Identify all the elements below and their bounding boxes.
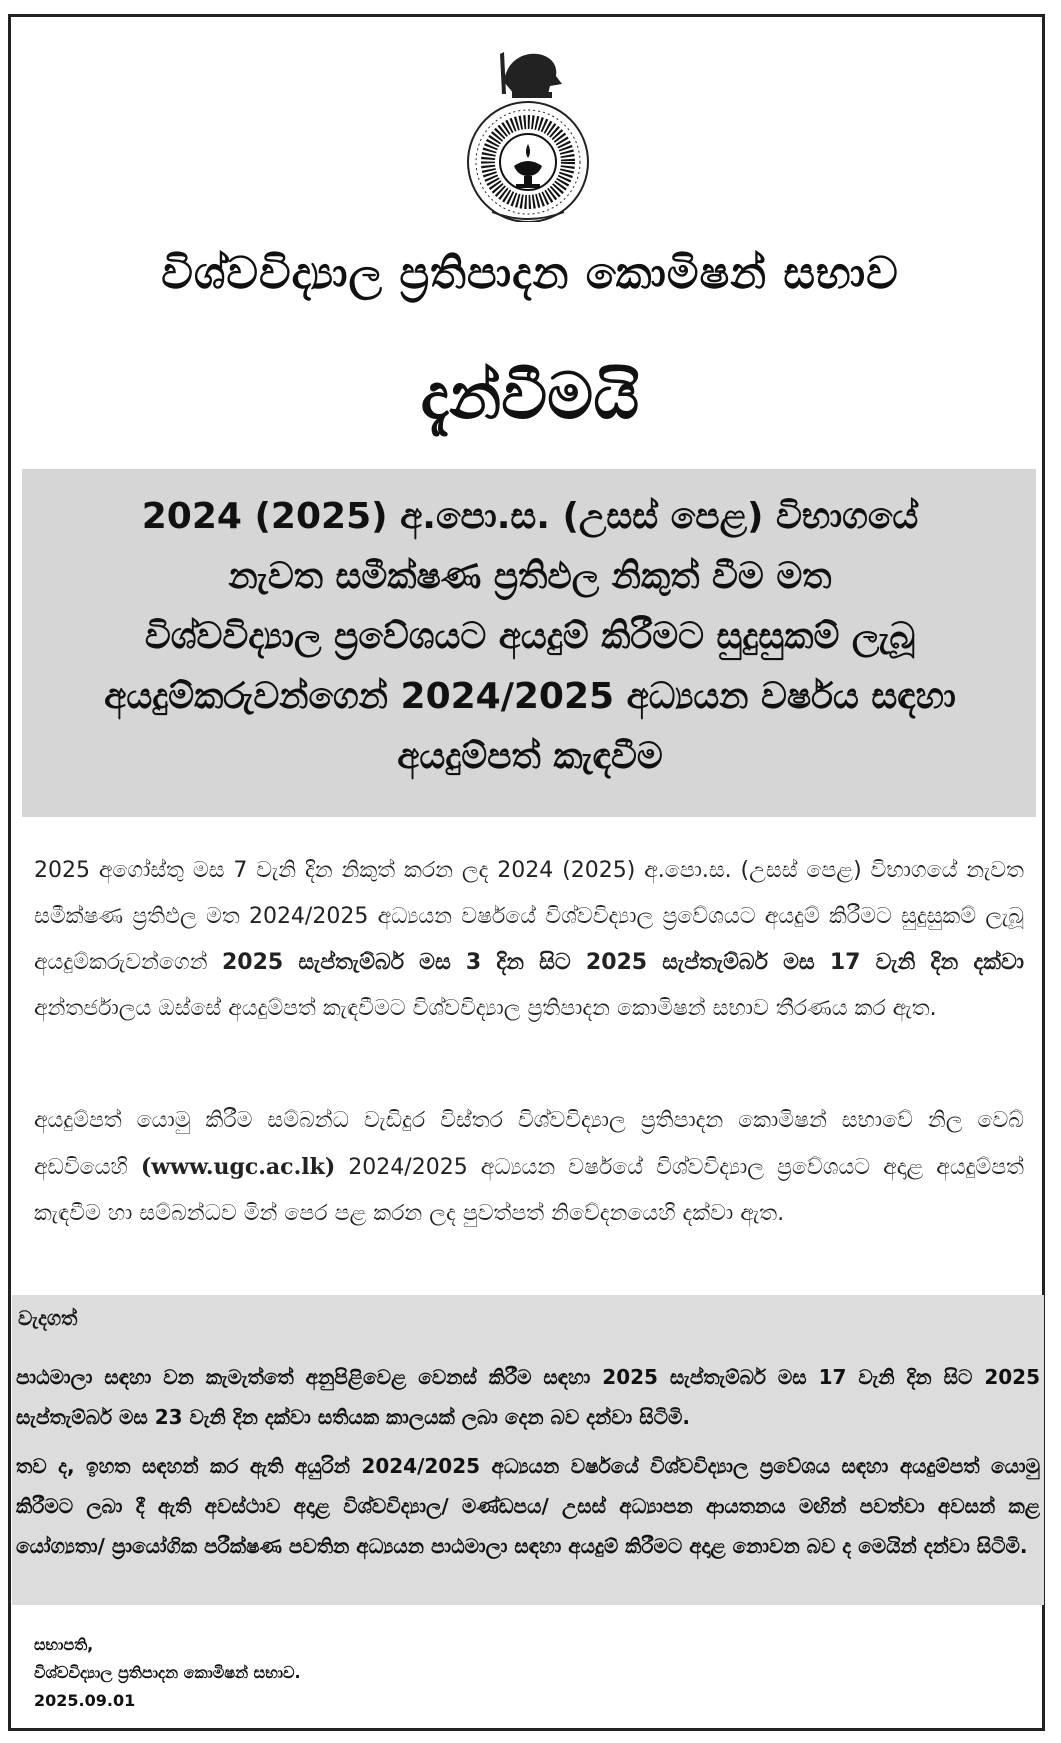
body-text: 2025 අගෝස්තු මස 7 වැනි දින නිකුත් කරන ලද 2024 (2025) අ.පො.ස. (උසස් පෙළ) විභාගයේ නැවත සමීක්ෂණ ප්‍රතිඵල මත 2024/2025 අධ්‍යයන වර්ෂයේ විශ්වවිද්‍යාල ප්‍රවේශයට අයදුම් කිරීමට සුදුසුකම් ලැබූ අයදුම්කරුවන්ගෙන්: [34, 858, 1024, 975]
website-link[interactable]: (www.ugc.ac.lk): [140, 1154, 336, 1180]
important-label: වැදගත්: [18, 1306, 78, 1330]
body-paragraph-2: [34, 1098, 1024, 1237]
organization-name: විශ්වවිද්‍යාල ප්‍රතිපාදන කොමිෂන් සභාව: [161, 248, 899, 299]
signature-date: 2025.09.01: [34, 1691, 136, 1710]
date-range-text: 2025 සැප්තැම්බර් මස 3 දින සිට 2025 සැප්තැම්බර් මස 17 වැනි දින දක්වා: [221, 950, 1025, 975]
headline-line: නැවත සමීක්ෂණ ප්‍රතිඵල නිකුත් වීම මත: [228, 556, 832, 597]
headline-line: විශ්වවිද්‍යාල ප්‍රවේශයට අයදුම් කිරීමට සුදුසුකම් ලැබූ: [144, 616, 916, 657]
signature-org: විශ්වවිද්‍යාල ප්‍රතිපාදන කොමිෂන් සභාව.: [34, 1663, 301, 1682]
signature-block: [34, 1631, 301, 1715]
ugc-emblem-icon: [452, 34, 604, 222]
headline-line: අයදුම්පත් කැඳවීම: [397, 736, 663, 777]
important-paragraph-1: පාඨමාලා සඳහා වන කැමැත්තේ අනුපිළිවෙළ වෙනස් කිරීම සඳහා 2025 සැප්තැම්බර් මස 17 වැනි දින සිට 2025 සැප්තැම්බර් මස 23 වැනි දින දක්වා සතියක කාලයක් ලබා දෙන බව දන්වා සිටිමි.: [16, 1365, 1040, 1429]
notice-title: දැන්වීමයි: [420, 360, 640, 434]
signature-role: සභාපති,: [34, 1635, 94, 1654]
headline-line: අයදුම්කරුවන්ගෙන් 2024/2025 අධ්‍යයන වර්ෂය සඳහා: [104, 676, 956, 717]
body-text: 2024/2025 අධ්‍යයන වර්ෂයේ විශ්වවිද්‍යාල ප්‍රවේශයට අදාළ අයදුම්පත් කැඳවීම හා සම්බන්ධව මින් පෙර පළ කරන ලද පුවත්පත් නිවේදනයෙහි දක්වා ඇත.: [34, 1155, 1024, 1226]
important-paragraph-2: තව ද, ඉහත සඳහන් කර ඇති අයුරින් 2024/2025 අධ්‍යයන වර්ෂයේ විශ්වවිද්‍යාල ප්‍රවේශය සඳහා අයදුම්පත් යොමු කිරීමට ලබා දී ඇති අවස්ථාව අදාළ විශ්වවිද්‍යාල/ මණ්ඩපය/ උසස් අධ්‍යාපන ආයතනය මඟින් පවත්වා අවසන් කළ යෝග්‍යතා/ ප්‍රායෝගික පරීක්ෂණ පවතින අධ්‍යයන පාඨමාලා සඳහා අයදුම් කිරීමට අදාළ නොවන බව ද මෙයින් දන්වා සිටිමි.: [16, 1454, 1040, 1558]
headline: [40, 487, 1020, 787]
headline-line: 2024 (2025) අ.පො.ස. (උසස් පෙළ) විභාගයේ: [141, 496, 919, 537]
body-text: අයදුම්පත් යොමු කිරීම සම්බන්ධ වැඩිදුර විස්තර විශ්වවිද්‍යාල ප්‍රතිපාදන කොමිෂන් සභාවේ නිල වෙබ් අඩවියෙහි: [34, 1108, 1024, 1180]
body-paragraph-1: [34, 848, 1024, 1032]
body-text: අන්තර්ජාලය ඔස්සේ අයදුම්පත් කැඳවීමට විශ්වවිද්‍යාල ප්‍රතිපාදන කොමිෂන් සභාව තීරණය කර ඇත.: [34, 996, 937, 1021]
